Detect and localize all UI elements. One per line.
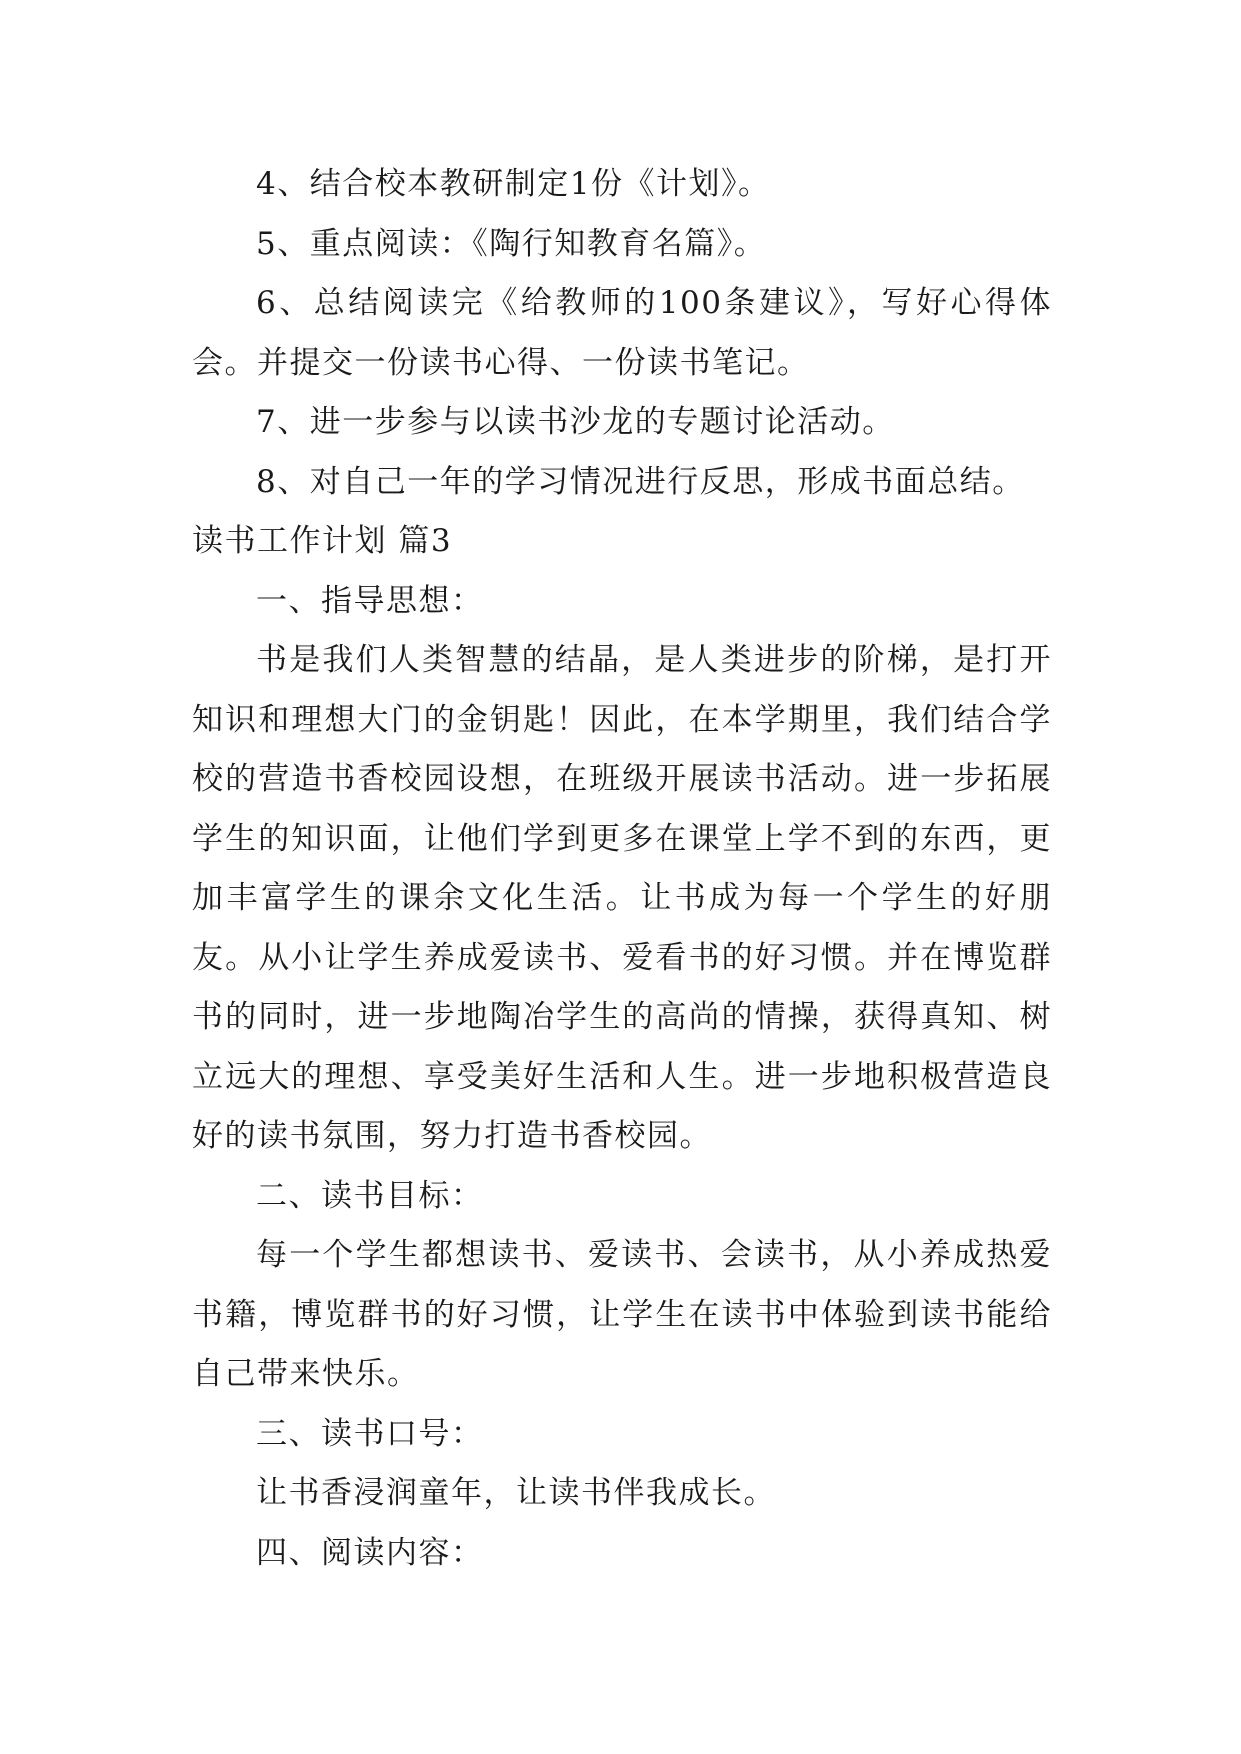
list-item-4: 4、结合校本教研制定1份《计划》。	[256, 166, 771, 202]
heading-guiding-thought: 一、指导思想：	[256, 582, 484, 619]
list-item-5: 5、重点阅读：《陶行知教育名篇》。	[256, 225, 767, 262]
document-body	[192, 155, 1052, 1583]
paragraph-reading-goal: 每一个学生都想读书、爱读书、会读书，从小养成热爱书籍，博览群书的好习惯，让学生在读书中体验到读书能给自己带来快乐。	[192, 1237, 1052, 1392]
heading-reading-content: 四、阅读内容：	[256, 1534, 484, 1571]
section-title: 读书工作计划 篇3	[192, 523, 453, 559]
heading-reading-goal: 二、读书目标：	[256, 1177, 484, 1214]
paragraph-reading-slogan: 让书香浸润童年，让读书伴我成长。	[256, 1475, 776, 1511]
list-item-7: 7、进一步参与以读书沙龙的专题讨论活动。	[256, 404, 895, 440]
paragraph-guiding-thought: 书是我们人类智慧的结晶，是人类进步的阶梯，是打开知识和理想大门的金钥匙！因此，在本学期里，我们结合学校的营造书香校园设想，在班级开展读书活动。进一步拓展学生的知识面，让他们学到更多在课堂上学不到的东西，更加丰富学生的课余文化生活。让书成为每一个学生的好朋友。从小让学生养成爱读书、爱看书的好习惯。并在博览群书的同时，进一步地陶冶学生的高尚的情操，获得真知、树立远大的理想、享受美好生活和人生。进一步地积极营造良好的读书氛围，努力打造书香校园。	[192, 642, 1052, 1154]
heading-reading-slogan: 三、读书口号：	[256, 1415, 484, 1452]
list-item-8: 8、对自己一年的学习情况进行反思，形成书面总结。	[256, 463, 1025, 500]
list-item-6: 6、总结阅读完《给教师的100条建议》，写好心得体会。并提交一份读书心得、一份读书笔记。	[192, 285, 1052, 381]
